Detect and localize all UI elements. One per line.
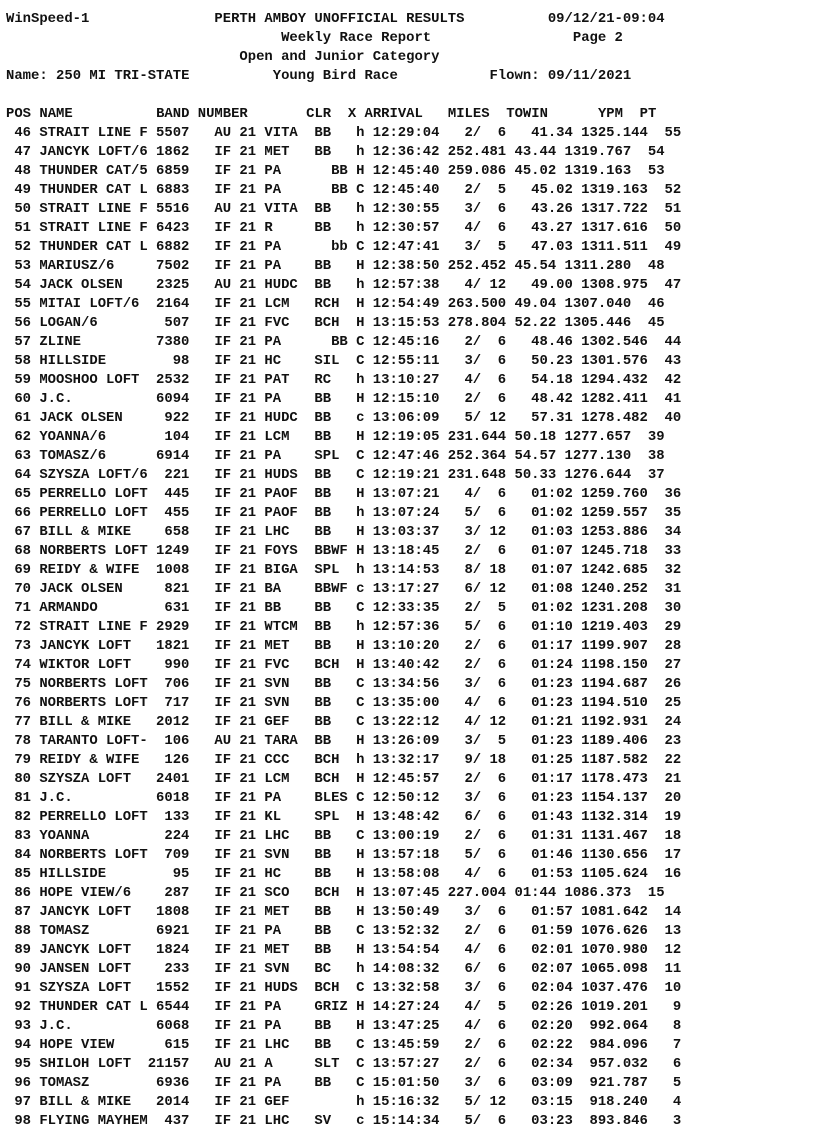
table-row: 95 SHILOH LOFT 21157 AU 21 A SLT C 13:57:27 2/ 6 02:34 957.032 6	[6, 1056, 682, 1072]
table-row: 56 LOGAN/6 507 IF 21 FVC BCH H 13:15:53 278.804 52.22 1305.446 45	[6, 315, 665, 331]
table-row: 82 PERRELLO LOFT 133 IF 21 KL SPL H 13:48:42 6/ 6 01:43 1132.314 19	[6, 809, 682, 825]
column-header-row	[6, 105, 681, 124]
table-row: 86 HOPE VIEW/6 287 IF 21 SCO BCH H 13:07:45 227.004 01:44 1086.373 15	[6, 885, 665, 901]
flown-date: 09/11/2021	[547, 68, 632, 84]
table-row: 83 YOANNA 224 IF 21 LHC BB C 13:00:19 2/ 6 01:31 1131.467 18	[6, 828, 682, 844]
report-subtitle: Weekly Race Report	[281, 30, 432, 46]
table-row: 90 JANSEN LOFT 233 IF 21 SVN BC h 14:08:32 6/ 6 02:07 1065.098 11	[6, 961, 682, 977]
table-row: 72 STRAIT LINE F 2929 IF 21 WTCM BB h 12:57:36 5/ 6 01:10 1219.403 29	[6, 619, 682, 635]
table-row: 68 NORBERTS LOFT 1249 IF 21 FOYS BBWF H 13:18:45 2/ 6 01:07 1245.718 33	[6, 543, 682, 559]
table-row: 76 NORBERTS LOFT 717 IF 21 SVN BB C 13:35:00 4/ 6 01:23 1194.510 25	[6, 695, 682, 711]
col-pt: PT	[639, 106, 657, 122]
page-number: Page 2	[572, 30, 623, 46]
race-report	[6, 10, 681, 1131]
blank-line	[6, 86, 681, 105]
col-clr: CLR	[306, 106, 332, 122]
table-row: 97 BILL & MIKE 2014 IF 21 GEF h 15:16:32 5/ 12 03:15 918.240 4	[6, 1094, 682, 1110]
table-row: 62 YOANNA/6 104 IF 21 LCM BB H 12:19:05 231.644 50.18 1277.657 39	[6, 429, 665, 445]
table-row: 57 ZLINE 7380 IF 21 PA BB C 12:45:16 2/ 6 48.46 1302.546 44	[6, 334, 682, 350]
col-pos: POS	[6, 106, 32, 122]
header-line-3	[6, 48, 681, 67]
report-title: PERTH AMBOY UNOFFICIAL RESULTS	[214, 11, 465, 27]
table-row: 70 JACK OLSEN 821 IF 21 BA BBWF c 13:17:27 6/ 12 01:08 1240.252 31	[6, 581, 682, 597]
table-row: 84 NORBERTS LOFT 709 IF 21 SVN BB H 13:57:18 5/ 6 01:46 1130.656 17	[6, 847, 682, 863]
table-row: 63 TOMASZ/6 6914 IF 21 PA SPL C 12:47:46 252.364 54.57 1277.130 38	[6, 448, 665, 464]
table-row: 75 NORBERTS LOFT 706 IF 21 SVN BB C 13:34:56 3/ 6 01:23 1194.687 26	[6, 676, 682, 692]
report-timestamp: 09/12/21-09:04	[547, 11, 665, 27]
table-row: 54 JACK OLSEN 2325 AU 21 HUDC BB h 12:57:38 4/ 12 49.00 1308.975 47	[6, 277, 682, 293]
table-row: 85 HILLSIDE 95 IF 21 HC BB H 13:58:08 4/ 6 01:53 1105.624 16	[6, 866, 682, 882]
table-row: 60 J.C. 6094 IF 21 PA BB H 12:15:10 2/ 6 48.42 1282.411 41	[6, 391, 682, 407]
col-miles: MILES	[447, 106, 490, 122]
table-row: 80 SZYSZA LOFT 2401 IF 21 LCM BCH H 12:45:57 2/ 6 01:17 1178.473 21	[6, 771, 682, 787]
table-row: 89 JANCYK LOFT 1824 IF 21 MET BB H 13:54:54 4/ 6 02:01 1070.980 12	[6, 942, 682, 958]
col-towin: TOWIN	[506, 106, 548, 122]
race-type: Young Bird Race	[272, 68, 398, 84]
header-line-4	[6, 67, 681, 86]
table-row: 47 JANCYK LOFT/6 1862 IF 21 MET BB h 12:36:42 252.481 43.44 1319.767 54	[6, 144, 665, 160]
table-row: 66 PERRELLO LOFT 455 IF 21 PAOF BB h 13:07:24 5/ 6 01:02 1259.557 35	[6, 505, 682, 521]
table-row: 91 SZYSZA LOFT 1552 IF 21 HUDS BCH C 13:32:58 3/ 6 02:04 1037.476 10	[6, 980, 682, 996]
table-row: 46 STRAIT LINE F 5507 AU 21 VITA BB h 12:29:04 2/ 6 41.34 1325.144 55	[6, 125, 682, 141]
program-name: WinSpeed-1	[6, 11, 90, 27]
table-row: 87 JANCYK LOFT 1808 IF 21 MET BB H 13:50:49 3/ 6 01:57 1081.642 14	[6, 904, 682, 920]
table-row: 74 WIKTOR LOFT 990 IF 21 FVC BCH H 13:40:42 2/ 6 01:24 1198.150 27	[6, 657, 682, 673]
name-label: Name:	[6, 68, 48, 84]
col-arrival: ARRIVAL	[364, 106, 423, 122]
table-row: 69 REIDY & WIFE 1008 IF 21 BIGA SPL h 13:14:53 8/ 18 01:07 1242.685 32	[6, 562, 682, 578]
table-row: 61 JACK OLSEN 922 IF 21 HUDC BB c 13:06:09 5/ 12 57.31 1278.482 40	[6, 410, 682, 426]
col-ypm: YPM	[597, 106, 623, 122]
table-row: 93 J.C. 6068 IF 21 PA BB H 13:47:25 4/ 6 02:20 992.064 8	[6, 1018, 682, 1034]
table-row: 51 STRAIT LINE F 6423 IF 21 R BB h 12:30:57 4/ 6 43.27 1317.616 50	[6, 220, 682, 236]
report-category: Open and Junior Category	[239, 49, 440, 65]
table-row: 65 PERRELLO LOFT 445 IF 21 PAOF BB H 13:07:21 4/ 6 01:02 1259.760 36	[6, 486, 682, 502]
col-x: X	[347, 106, 357, 122]
table-row: 48 THUNDER CAT/5 6859 IF 21 PA BB H 12:45:40 259.086 45.02 1319.163 53	[6, 163, 665, 179]
results-rows	[6, 124, 681, 1131]
col-name: NAME	[39, 106, 73, 122]
flown-label: Flown:	[489, 68, 540, 84]
table-row: 98 FLYING MAYHEM 437 IF 21 LHC SV c 15:14:34 5/ 6 03:23 893.846 3	[6, 1113, 682, 1129]
table-row: 49 THUNDER CAT L 6883 IF 21 PA BB C 12:45:40 2/ 5 45.02 1319.163 52	[6, 182, 682, 198]
table-row: 53 MARIUSZ/6 7502 IF 21 PA BB H 12:38:50 252.452 45.54 1311.280 48	[6, 258, 665, 274]
table-row: 59 MOOSHOO LOFT 2532 IF 21 PAT RC h 13:10:27 4/ 6 54.18 1294.432 42	[6, 372, 682, 388]
table-row: 67 BILL & MIKE 658 IF 21 LHC BB H 13:03:37 3/ 12 01:03 1253.886 34	[6, 524, 682, 540]
col-band-number: BAND NUMBER	[156, 106, 248, 122]
table-row: 52 THUNDER CAT L 6882 IF 21 PA bb C 12:47:41 3/ 5 47.03 1311.511 49	[6, 239, 682, 255]
table-row: 94 HOPE VIEW 615 IF 21 LHC BB C 13:45:59 2/ 6 02:22 984.096 7	[6, 1037, 682, 1053]
table-row: 64 SZYSZA LOFT/6 221 IF 21 HUDS BB C 12:19:21 231.648 50.33 1276.644 37	[6, 467, 665, 483]
table-row: 92 THUNDER CAT L 6544 IF 21 PA GRIZ H 14:27:24 4/ 5 02:26 1019.201 9	[6, 999, 682, 1015]
table-row: 73 JANCYK LOFT 1821 IF 21 MET BB H 13:10:20 2/ 6 01:17 1199.907 28	[6, 638, 682, 654]
table-row: 79 REIDY & WIFE 126 IF 21 CCC BCH h 13:32:17 9/ 18 01:25 1187.582 22	[6, 752, 682, 768]
table-row: 55 MITAI LOFT/6 2164 IF 21 LCM RCH H 12:54:49 263.500 49.04 1307.040 46	[6, 296, 665, 312]
table-row: 50 STRAIT LINE F 5516 AU 21 VITA BB h 12:30:55 3/ 6 43.26 1317.722 51	[6, 201, 682, 217]
table-row: 77 BILL & MIKE 2012 IF 21 GEF BB C 13:22:12 4/ 12 01:21 1192.931 24	[6, 714, 682, 730]
header-line-2	[6, 29, 681, 48]
table-row: 88 TOMASZ 6921 IF 21 PA BB C 13:52:32 2/ 6 01:59 1076.626 13	[6, 923, 682, 939]
table-row: 78 TARANTO LOFT- 106 AU 21 TARA BB H 13:26:09 3/ 5 01:23 1189.406 23	[6, 733, 682, 749]
race-name: 250 MI TRI-STATE	[56, 68, 190, 84]
table-row: 81 J.C. 6018 IF 21 PA BLES C 12:50:12 3/ 6 01:23 1154.137 20	[6, 790, 682, 806]
table-row: 71 ARMANDO 631 IF 21 BB BB C 12:33:35 2/ 5 01:02 1231.208 30	[6, 600, 682, 616]
table-row: 96 TOMASZ 6936 IF 21 PA BB C 15:01:50 3/ 6 03:09 921.787 5	[6, 1075, 682, 1091]
header-line-1	[6, 10, 681, 29]
table-row: 58 HILLSIDE 98 IF 21 HC SIL C 12:55:11 3/ 6 50.23 1301.576 43	[6, 353, 682, 369]
